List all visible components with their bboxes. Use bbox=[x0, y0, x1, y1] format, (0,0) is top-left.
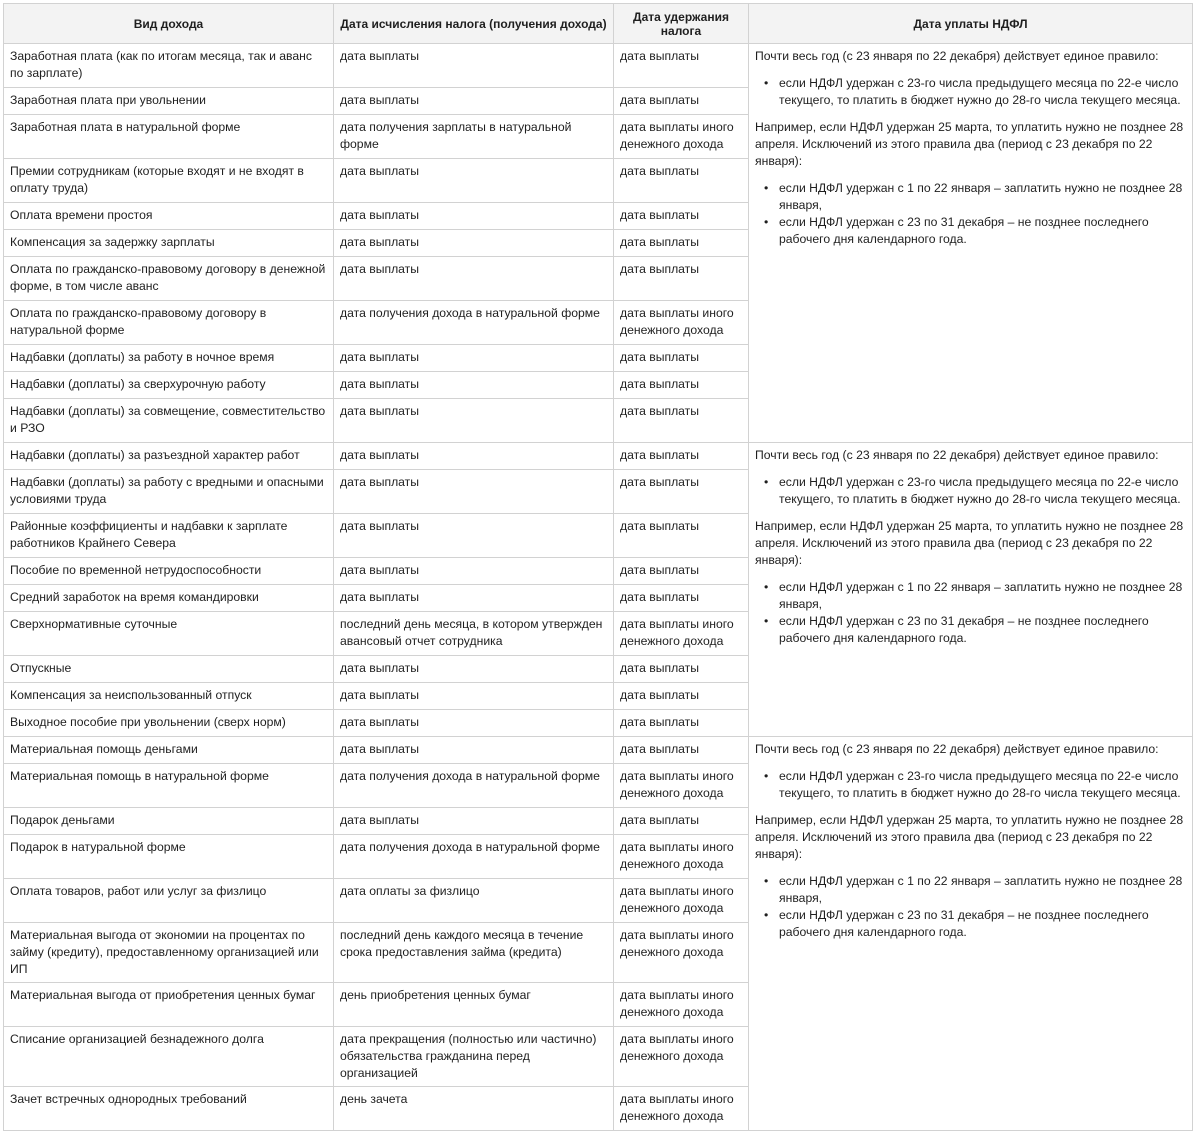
calc-date-cell: дата оплаты за физлицо bbox=[334, 879, 614, 923]
income-cell: Оплата времени простоя bbox=[4, 203, 334, 230]
header-calc-date: Дата исчисления налога (получения дохода) bbox=[334, 4, 614, 44]
rule-exceptions-list bbox=[755, 873, 1186, 941]
withhold-date-cell: дата выплаты иного денежного дохода bbox=[614, 301, 749, 345]
income-cell: Списание организацией безнадежного долга bbox=[4, 1027, 334, 1087]
calc-date-cell: дата выплаты bbox=[334, 470, 614, 514]
withhold-date-cell: дата выплаты bbox=[614, 372, 749, 399]
rule-exceptions-list bbox=[755, 180, 1186, 248]
withhold-date-cell: дата выплаты bbox=[614, 257, 749, 301]
income-cell: Заработная плата в натуральной форме bbox=[4, 115, 334, 159]
pay-date-rule-cell bbox=[749, 443, 1193, 737]
withhold-date-cell: дата выплаты bbox=[614, 514, 749, 558]
calc-date-cell: дата выплаты bbox=[334, 399, 614, 443]
rule-example: Например, если НДФЛ удержан 25 марта, то уплатить нужно не позднее 28 апреля. Исключений из этого правила два (период с 23 декабря по 22 января): bbox=[755, 813, 1184, 861]
income-cell: Материальная помощь в натуральной форме bbox=[4, 764, 334, 808]
income-cell: Заработная плата при увольнении bbox=[4, 88, 334, 115]
rule-main-list bbox=[755, 474, 1186, 508]
withhold-date-cell: дата выплаты bbox=[614, 203, 749, 230]
calc-date-cell: дата выплаты bbox=[334, 230, 614, 257]
rule-main-list bbox=[755, 768, 1186, 802]
calc-date-cell: дата выплаты bbox=[334, 656, 614, 683]
withhold-date-cell: дата выплаты bbox=[614, 585, 749, 612]
calc-date-cell: день зачета bbox=[334, 1087, 614, 1131]
rule-exception-january: • если НДФЛ удержан с 1 по 22 января – заплатить нужно не позднее 28 января, bbox=[779, 873, 1186, 907]
withhold-date-cell: дата выплаты иного денежного дохода bbox=[614, 764, 749, 808]
calc-date-cell: дата выплаты bbox=[334, 203, 614, 230]
rule-main-bullet: • если НДФЛ удержан с 23-го числа предыдущего месяца по 22-е число текущего, то платить в бюджет нужно до 28-го числа текущего месяца. bbox=[779, 474, 1186, 508]
income-cell: Сверхнормативные суточные bbox=[4, 612, 334, 656]
income-cell: Пособие по временной нетрудоспособности bbox=[4, 558, 334, 585]
income-cell: Отпускные bbox=[4, 656, 334, 683]
withhold-date-cell: дата выплаты bbox=[614, 737, 749, 764]
rule-example: Например, если НДФЛ удержан 25 марта, то уплатить нужно не позднее 28 апреля. Исключений из этого правила два (период с 23 декабря по 22 января): bbox=[755, 519, 1184, 567]
rule-exception-december: • если НДФЛ удержан с 23 по 31 декабря – не позднее последнего рабочего дня календарного года. bbox=[779, 214, 1186, 248]
calc-date-cell: день приобретения ценных бумаг bbox=[334, 983, 614, 1027]
table-row bbox=[4, 44, 1193, 88]
pay-date-rule-cell bbox=[749, 737, 1193, 1131]
income-cell: Надбавки (доплаты) за разъездной характер работ bbox=[4, 443, 334, 470]
rule-intro: Почти весь год (с 23 января по 22 декабря) действует единое правило: bbox=[755, 742, 1159, 756]
table-header-row bbox=[4, 4, 1193, 44]
calc-date-cell: дата получения дохода в натуральной форме bbox=[334, 301, 614, 345]
calc-date-cell: дата выплаты bbox=[334, 443, 614, 470]
header-income-type: Вид дохода bbox=[4, 4, 334, 44]
rule-exception-december: • если НДФЛ удержан с 23 по 31 декабря – не позднее последнего рабочего дня календарного года. bbox=[779, 907, 1186, 941]
withhold-date-cell: дата выплаты bbox=[614, 683, 749, 710]
rule-main-bullet: • если НДФЛ удержан с 23-го числа предыдущего месяца по 22-е число текущего, то платить в бюджет нужно до 28-го числа текущего месяца. bbox=[779, 768, 1186, 802]
rule-exception-january: • если НДФЛ удержан с 1 по 22 января – заплатить нужно не позднее 28 января, bbox=[779, 180, 1186, 214]
calc-date-cell: дата выплаты bbox=[334, 683, 614, 710]
calc-date-cell: дата выплаты bbox=[334, 44, 614, 88]
income-cell: Материальная выгода от приобретения ценных бумаг bbox=[4, 983, 334, 1027]
rule-main-bullet: • если НДФЛ удержан с 23-го числа предыдущего месяца по 22-е число текущего, то платить в бюджет нужно до 28-го числа текущего месяца. bbox=[779, 75, 1186, 109]
withhold-date-cell: дата выплаты bbox=[614, 443, 749, 470]
withhold-date-cell: дата выплаты bbox=[614, 230, 749, 257]
income-cell: Зачет встречных однородных требований bbox=[4, 1087, 334, 1131]
header-pay-date: Дата уплаты НДФЛ bbox=[749, 4, 1193, 44]
withhold-date-cell: дата выплаты bbox=[614, 159, 749, 203]
income-cell: Оплата по гражданско-правовому договору в натуральной форме bbox=[4, 301, 334, 345]
rule-intro: Почти весь год (с 23 января по 22 декабря) действует единое правило: bbox=[755, 448, 1159, 462]
rule-exception-december: • если НДФЛ удержан с 23 по 31 декабря – не позднее последнего рабочего дня календарного года. bbox=[779, 613, 1186, 647]
income-cell: Надбавки (доплаты) за работу с вредными и опасными условиями труда bbox=[4, 470, 334, 514]
withhold-date-cell: дата выплаты иного денежного дохода bbox=[614, 612, 749, 656]
income-cell: Оплата по гражданско-правовому договору в денежной форме, в том числе аванс bbox=[4, 257, 334, 301]
income-cell: Районные коэффициенты и надбавки к зарплате работников Крайнего Севера bbox=[4, 514, 334, 558]
calc-date-cell: дата выплаты bbox=[334, 710, 614, 737]
rule-exception-january: • если НДФЛ удержан с 1 по 22 января – заплатить нужно не позднее 28 января, bbox=[779, 579, 1186, 613]
table-row bbox=[4, 737, 1193, 764]
income-cell: Оплата товаров, работ или услуг за физлицо bbox=[4, 879, 334, 923]
table-body bbox=[4, 44, 1193, 1131]
calc-date-cell: последний день каждого месяца в течение срока предоставления займа (кредита) bbox=[334, 923, 614, 983]
calc-date-cell: дата выплаты bbox=[334, 345, 614, 372]
calc-date-cell: дата выплаты bbox=[334, 585, 614, 612]
rule-main-list bbox=[755, 75, 1186, 109]
withhold-date-cell: дата выплаты иного денежного дохода bbox=[614, 923, 749, 983]
income-cell: Надбавки (доплаты) за работу в ночное время bbox=[4, 345, 334, 372]
withhold-date-cell: дата выплаты bbox=[614, 558, 749, 585]
withhold-date-cell: дата выплаты bbox=[614, 470, 749, 514]
withhold-date-cell: дата выплаты bbox=[614, 808, 749, 835]
pay-date-rule-cell bbox=[749, 44, 1193, 443]
rule-example: Например, если НДФЛ удержан 25 марта, то уплатить нужно не позднее 28 апреля. Исключений из этого правила два (период с 23 декабря по 22 января): bbox=[755, 120, 1184, 168]
table-row bbox=[4, 443, 1193, 470]
income-cell: Надбавки (доплаты) за сверхурочную работу bbox=[4, 372, 334, 399]
calc-date-cell: дата выплаты bbox=[334, 159, 614, 203]
withhold-date-cell: дата выплаты bbox=[614, 88, 749, 115]
income-cell: Подарок в натуральной форме bbox=[4, 835, 334, 879]
calc-date-cell: дата прекращения (полностью или частично) обязательства гражданина перед организацией bbox=[334, 1027, 614, 1087]
withhold-date-cell: дата выплаты bbox=[614, 345, 749, 372]
income-cell: Заработная плата (как по итогам месяца, так и аванс по зарплате) bbox=[4, 44, 334, 88]
withhold-date-cell: дата выплаты иного денежного дохода bbox=[614, 115, 749, 159]
withhold-date-cell: дата выплаты иного денежного дохода bbox=[614, 1027, 749, 1087]
calc-date-cell: дата выплаты bbox=[334, 372, 614, 399]
calc-date-cell: дата выплаты bbox=[334, 808, 614, 835]
rule-exceptions-list bbox=[755, 579, 1186, 647]
calc-date-cell: дата получения дохода в натуральной форме bbox=[334, 835, 614, 879]
income-cell: Премии сотрудникам (которые входят и не входят в оплату труда) bbox=[4, 159, 334, 203]
calc-date-cell: дата получения зарплаты в натуральной форме bbox=[334, 115, 614, 159]
calc-date-cell: последний день месяца, в котором утвержден авансовый отчет сотрудника bbox=[334, 612, 614, 656]
calc-date-cell: дата выплаты bbox=[334, 514, 614, 558]
withhold-date-cell: дата выплаты bbox=[614, 710, 749, 737]
income-cell: Выходное пособие при увольнении (сверх норм) bbox=[4, 710, 334, 737]
calc-date-cell: дата получения дохода в натуральной форме bbox=[334, 764, 614, 808]
income-cell: Материальная выгода от экономии на процентах по займу (кредиту), предоставленному организацией или ИП bbox=[4, 923, 334, 983]
income-cell: Надбавки (доплаты) за совмещение, совместительство и РЗО bbox=[4, 399, 334, 443]
income-cell: Подарок деньгами bbox=[4, 808, 334, 835]
withhold-date-cell: дата выплаты иного денежного дохода bbox=[614, 835, 749, 879]
calc-date-cell: дата выплаты bbox=[334, 88, 614, 115]
calc-date-cell: дата выплаты bbox=[334, 737, 614, 764]
income-cell: Компенсация за неиспользованный отпуск bbox=[4, 683, 334, 710]
withhold-date-cell: дата выплаты bbox=[614, 399, 749, 443]
withhold-date-cell: дата выплаты bbox=[614, 44, 749, 88]
income-cell: Материальная помощь деньгами bbox=[4, 737, 334, 764]
calc-date-cell: дата выплаты bbox=[334, 558, 614, 585]
withhold-date-cell: дата выплаты иного денежного дохода bbox=[614, 1087, 749, 1131]
withhold-date-cell: дата выплаты bbox=[614, 656, 749, 683]
calc-date-cell: дата выплаты bbox=[334, 257, 614, 301]
withhold-date-cell: дата выплаты иного денежного дохода bbox=[614, 983, 749, 1027]
income-cell: Компенсация за задержку зарплаты bbox=[4, 230, 334, 257]
header-withhold-date: Дата удержания налога bbox=[614, 4, 749, 44]
rule-intro: Почти весь год (с 23 января по 22 декабря) действует единое правило: bbox=[755, 49, 1159, 63]
ndfl-dates-table bbox=[3, 3, 1193, 1131]
withhold-date-cell: дата выплаты иного денежного дохода bbox=[614, 879, 749, 923]
income-cell: Средний заработок на время командировки bbox=[4, 585, 334, 612]
